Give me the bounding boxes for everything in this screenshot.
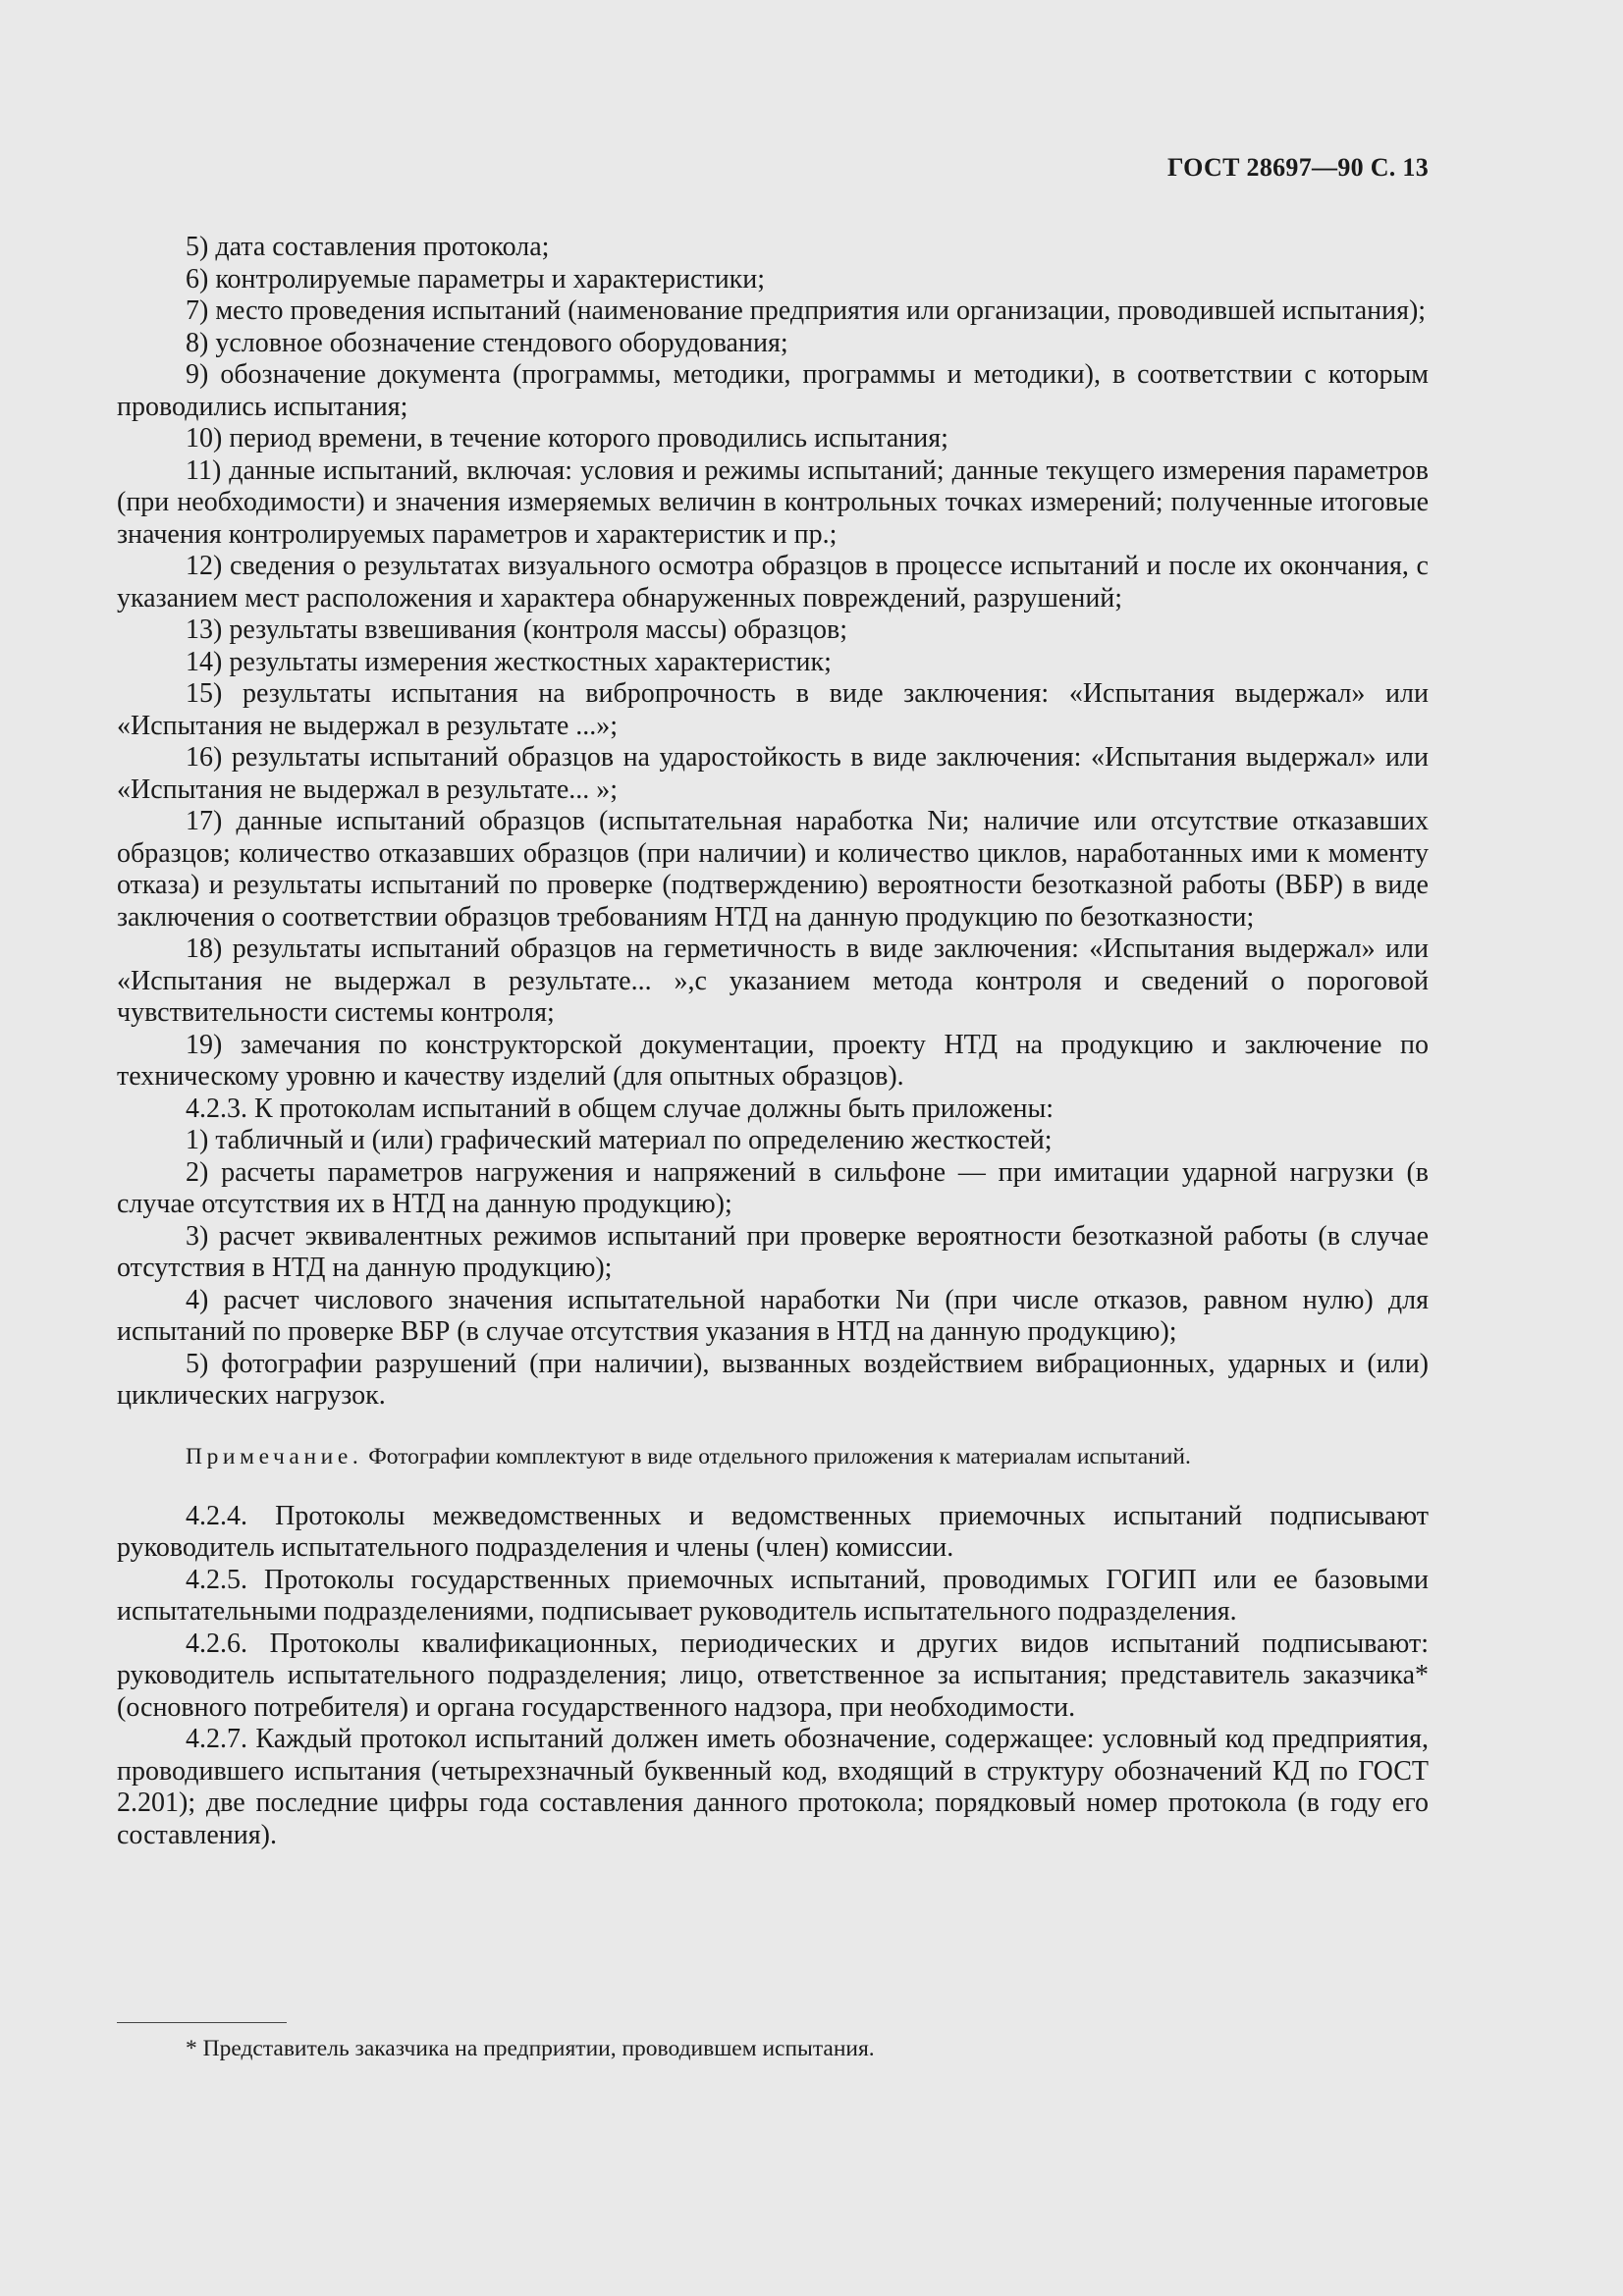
list-item-12: 12) сведения о результатах визуального осмотра образцов в процессе испытаний и после их окончания, с указанием мест расположения и характера обнаруженных повреждений, разрушений;: [117, 551, 1429, 614]
attachment-item-2: 2) расчеты параметров нагружения и напряжений в сильфоне — при имитации ударной нагрузки (в случае отсутствия их в НТД на данную продукцию);: [117, 1156, 1429, 1219]
section-4-2-7: 4.2.7. Каждый протокол испытаний должен иметь обозначение, содержащее: условный код предприятия, проводившего испытания (четырехзначный буквенный код, входящий в структуру обозначений КД по ГОСТ 2.201); две последние цифры года составления данного протокола; порядковый номер протокола (в году его составления).: [117, 1724, 1429, 1850]
footnote-divider: [117, 2022, 287, 2023]
list-item-10: 10) период времени, в течение которого проводились испытания;: [186, 423, 948, 454]
section-4-2-3: 4.2.3. К протоколам испытаний в общем случае должны быть приложены:: [186, 1093, 1055, 1124]
document-body: [117, 232, 1429, 1851]
footnote: * Представитель заказчика на предприятии, проводившем испытания.: [186, 2036, 875, 2061]
list-item-15: 15) результаты испытания на вибропрочность в виде заключения: «Испытания выдержал» или «Испытания не выдержал в результате ...»;: [117, 678, 1429, 741]
list-item-19: 19) замечания по конструкторской документации, проекту НТД на продукцию и заключение по техническому уровню и качеству изделий (для опытных образцов).: [117, 1029, 1429, 1092]
list-item-9: 9) обозначение документа (программы, методики, программы и методики), в соответствии с которым проводились испытания;: [117, 359, 1429, 422]
list-item-16: 16) результаты испытаний образцов на ударостойкость в виде заключения: «Испытания выдержал» или «Испытания не выдержал в результате... »;: [117, 742, 1429, 805]
section-4-2-4: 4.2.4. Протоколы межведомственных и ведомственных приемочных испытаний подписывают руководитель испытательного подразделения и члены (член) комиссии.: [117, 1500, 1429, 1563]
attachment-item-5: 5) фотографии разрушений (при наличии), вызванных воздействием вибрационных, ударных и (или) циклических нагрузок.: [117, 1348, 1429, 1411]
page-header: ГОСТ 28697—90 С. 13: [1166, 153, 1429, 182]
list-item-14: 14) результаты измерения жесткостных характеристик;: [186, 646, 832, 677]
list-item-17: 17) данные испытаний образцов (испытательная наработка Nи; наличие или отсутствие отказавших образцов; количество отказавших образцов (при наличии) и количество циклов, наработанных ими к моменту отказа) и результаты испытаний по проверке (подтверждению) вероятности безотказной работы (ВБР) в виде заключения о соответствии образцов требованиям НТД на данную продукцию по безотказности;: [117, 806, 1429, 933]
note-text: Фотографии комплектуют в виде отдельного приложения к материалам испытаний.: [362, 1443, 1191, 1469]
section-4-2-5: 4.2.5. Протоколы государственных приемочных испытаний, проводимых ГОГИП или ее базовыми испытательными подразделениями, подписывает руководитель испытательного подразделения.: [117, 1564, 1429, 1627]
list-item-6: 6) контролируемые параметры и характеристики;: [186, 263, 766, 294]
list-item-8: 8) условное обозначение стендового оборудования;: [186, 327, 788, 358]
attachment-item-3: 3) расчет эквивалентных режимов испытаний при проверке вероятности безотказной работы (в случае отсутствия в НТД на данную продукцию);: [117, 1220, 1429, 1283]
list-item-5: 5) дата составления протокола;: [186, 232, 550, 262]
attachment-item-1: 1) табличный и (или) графический материал по определению жесткостей;: [186, 1125, 1053, 1155]
list-item-18: 18) результаты испытаний образцов на герметичность в виде заключения: «Испытания выдержал» или «Испытания не выдержал в результате... »,с указанием метода контроля и сведений о пороговой чувствительности системы контроля;: [117, 934, 1429, 1028]
attachment-item-4: 4) расчет числового значения испытательной наработки Nи (при числе отказов, равном нулю) для испытаний по проверке ВБР (в случае отсутствия указания в НТД на данную продукцию);: [117, 1284, 1429, 1347]
list-item-13: 13) результаты взвешивания (контроля массы) образцов;: [186, 614, 847, 645]
note-lead: Примечание.: [186, 1443, 363, 1469]
list-item-11: 11) данные испытаний, включая: условия и режимы испытаний; данные текущего измерения параметров (при необходимости) и значения измеряемых величин в контрольных точках измерений; полученные итоговые значения контролируемых параметров и характеристик и пр.;: [117, 454, 1429, 550]
list-item-7: 7) место проведения испытаний (наименование предприятия или организации, проводившей испытания);: [186, 295, 1427, 326]
section-4-2-6: 4.2.6. Протоколы квалификационных, периодических и других видов испытаний подписывают: руководитель испытательного подразделения; лицо, ответственное за испытания; представитель заказчика* (основного потребителя) и органа государственного надзора, при необходимости.: [117, 1628, 1429, 1723]
note: [117, 1442, 1429, 1471]
